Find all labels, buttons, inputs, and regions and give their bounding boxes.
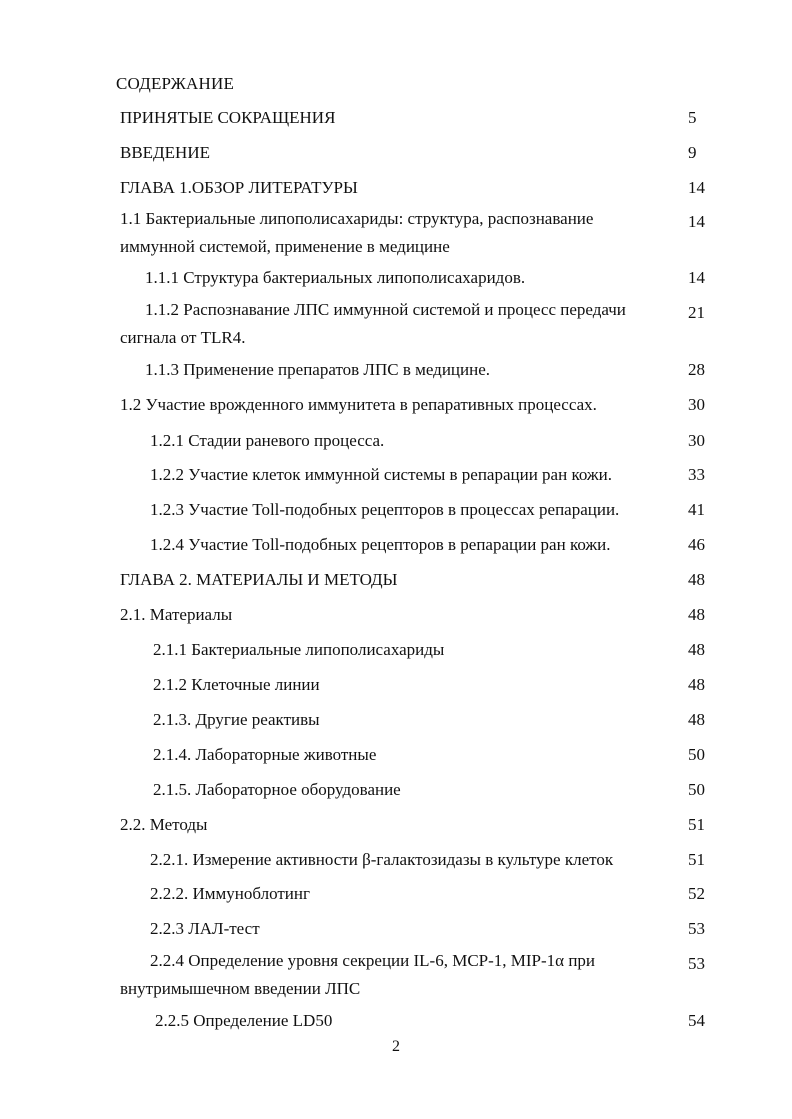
toc-entry-title: ГЛАВА 1.ОБЗОР ЛИТЕРАТУРЫ [120, 178, 358, 197]
toc-entry-page: 28 [688, 360, 705, 379]
toc-entry-title: 1.2.3 Участие Toll-подобных рецепторов в процессах репарации. [150, 500, 620, 519]
toc-entry-page: 41 [688, 500, 705, 519]
toc-entry-title: 1.2.1 Стадии раневого процесса. [150, 431, 385, 450]
toc-entry-title: 2.2.2. Иммуноблотинг [150, 884, 310, 903]
toc-entry-page: 21 [688, 303, 705, 322]
toc-entry-page: 48 [688, 570, 705, 589]
toc-entry-title: 2.1. Материалы [120, 605, 233, 624]
toc-entry-page: 51 [688, 815, 705, 834]
toc-entry-page: 52 [688, 884, 705, 903]
toc-entry-page: 30 [688, 395, 705, 414]
toc-entry-title: 2.1.2 Клеточные линии [153, 675, 320, 694]
toc-entry-page: 50 [688, 780, 705, 799]
toc-entry-title: ГЛАВА 2. МАТЕРИАЛЫ И МЕТОДЫ [120, 570, 398, 589]
toc-entry-page: 30 [688, 431, 705, 450]
toc-entry-page: 54 [688, 1011, 705, 1030]
toc-entry-page: 14 [688, 178, 705, 197]
toc-heading: СОДЕРЖАНИЕ [116, 74, 235, 93]
toc-entry-title: 2.1.3. Другие реактивы [153, 710, 320, 729]
toc-entry-title: ПРИНЯТЫЕ СОКРАЩЕНИЯ [120, 108, 336, 127]
toc-entry-title: 2.1.5. Лабораторное оборудование [153, 780, 401, 799]
toc-entry-title: 1.1.2 Распознавание ЛПС иммунной системой и процесс передачи сигнала от TLR4. [120, 300, 626, 347]
page-number: 2 [392, 1038, 400, 1055]
toc-entry-page: 14 [688, 212, 705, 231]
toc-entry-page: 48 [688, 640, 705, 659]
toc-entry-title: 2.2.3 ЛАЛ-тест [150, 919, 260, 938]
toc-entry-page: 48 [688, 710, 705, 729]
toc-entry-page: 14 [688, 268, 705, 287]
toc-entry-page: 9 [688, 143, 697, 162]
toc-entry-title: 2.2.1. Измерение активности β-галактозидазы в культуре клеток [150, 850, 614, 869]
toc-entry-page: 48 [688, 605, 705, 624]
toc-entry-page: 51 [688, 850, 705, 869]
toc-entry-page: 53 [688, 954, 705, 973]
toc-entry-title: 1.1.1 Структура бактериальных липополисахаридов. [145, 268, 526, 287]
toc-entry-page: 50 [688, 745, 705, 764]
toc-entry-page: 48 [688, 675, 705, 694]
toc-entry-title: 2.1.1 Бактериальные липополисахариды [153, 640, 445, 659]
toc-entry-title: 2.2.4 Определение уровня секреции IL-6, MCP-1, MIP-1α при внутримышечном введении ЛПС [120, 951, 596, 998]
toc-entry-page: 46 [688, 535, 705, 554]
toc-entry-page: 33 [688, 465, 705, 484]
toc-entry-title: 2.2. Методы [120, 815, 208, 834]
toc-entry-title: 1.1 Бактериальные липополисахариды: структура, распознавание иммунной системой, применение в медицине [120, 209, 594, 256]
toc-entry-title: 1.1.3 Применение препаратов ЛПС в медицине. [145, 360, 491, 379]
toc-entry-title: ВВЕДЕНИЕ [120, 143, 210, 162]
toc-entry-title: 2.1.4. Лабораторные животные [153, 745, 377, 764]
toc-entry-page: 53 [688, 919, 705, 938]
toc-entry-title: 1.2 Участие врожденного иммунитета в репаративных процессах. [120, 395, 597, 414]
toc-entry-page: 5 [688, 108, 697, 127]
toc-entry-title: 1.2.2 Участие клеток иммунной системы в репарации ран кожи. [150, 465, 613, 484]
toc-entry-title: 1.2.4 Участие Toll-подобных рецепторов в репарации ран кожи. [150, 535, 611, 554]
toc-entry-title: 2.2.5 Определение LD50 [155, 1011, 333, 1030]
